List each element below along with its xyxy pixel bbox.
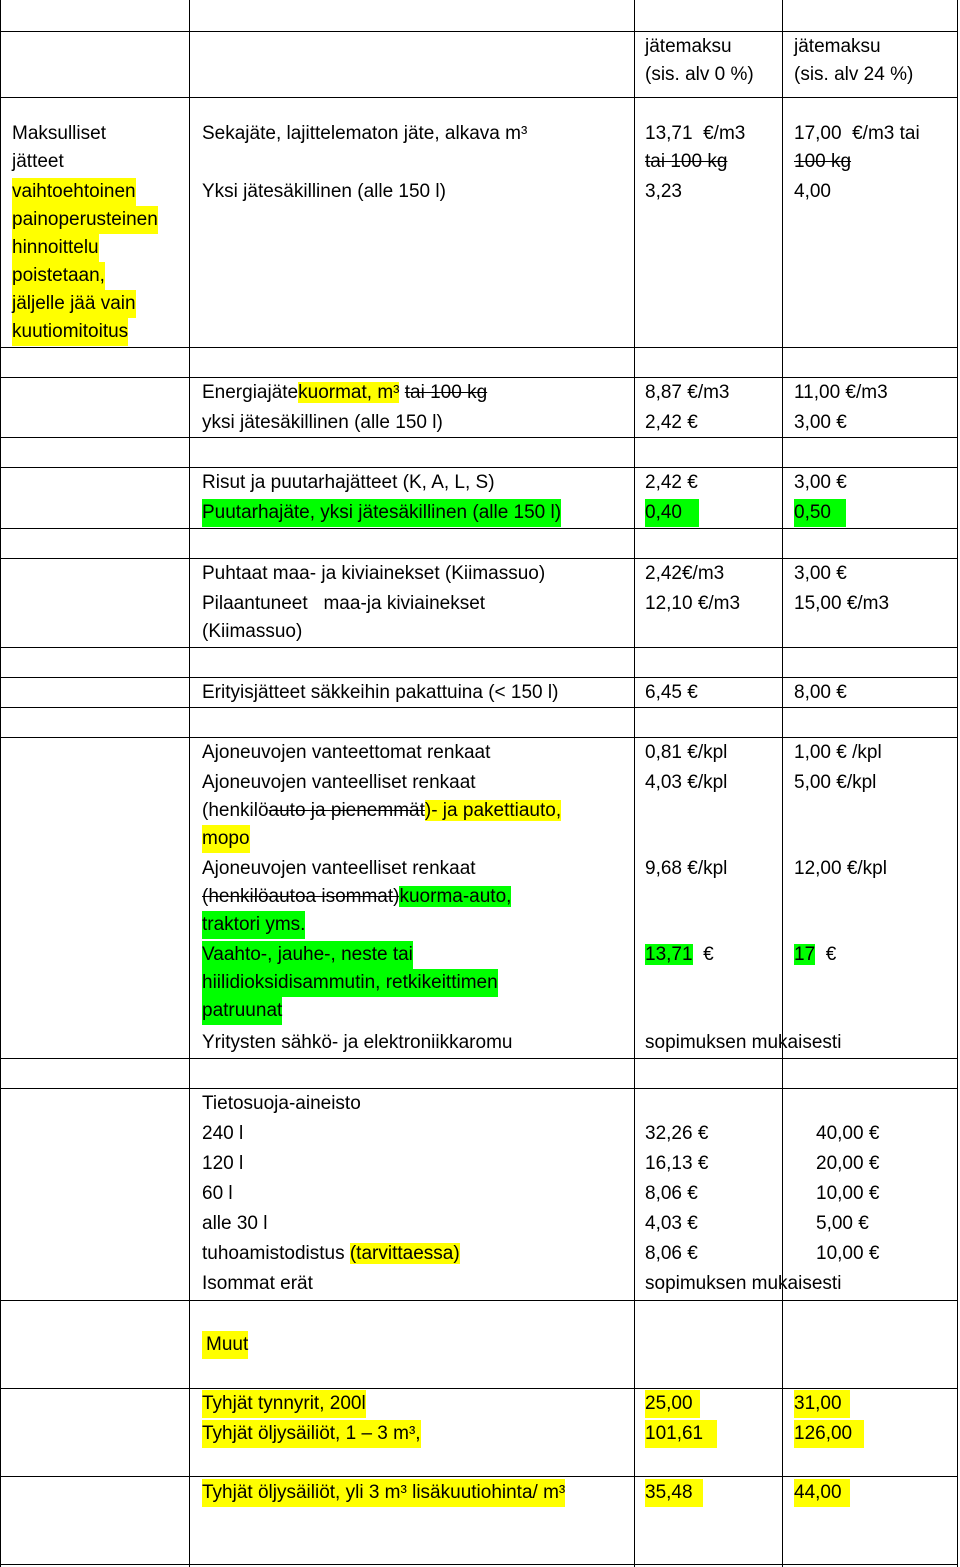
header-col-alv24-line1: jätemaksu: [794, 36, 881, 57]
price-alv0: 32,26 €: [645, 1123, 709, 1144]
row-label-cont: mopo: [202, 825, 250, 853]
change-note: jäljelle jää vain: [12, 290, 136, 318]
price-alv24: 10,00 €: [816, 1243, 880, 1264]
label-struck: (henkilöautoa isommat): [202, 886, 400, 907]
price-unit: €/m3 tai: [852, 123, 920, 144]
price-alv0: 16,13 €: [645, 1153, 709, 1174]
grid-line: [0, 1300, 958, 1301]
label-struck: tai 100 kg: [404, 382, 488, 403]
row-label: Erityisjätteet säkkeihin pakattuina (< 150 l): [202, 682, 559, 703]
row-label: Ajoneuvojen vanteelliset renkaat: [202, 772, 476, 793]
row-label: Puutarhajäte, yksi jätesäkillinen (alle 150 l): [202, 499, 561, 527]
row-label: Puhtaat maa- ja kiviainekset (Kiimassuo): [202, 563, 546, 584]
row-label: Ajoneuvojen vanteelliset renkaat: [202, 858, 476, 879]
price-unit: €: [825, 944, 837, 965]
row-label-cont: (Kiimassuo): [202, 621, 303, 642]
row-label: [202, 379, 487, 407]
row-label: yksi jätesäkillinen (alle 150 l): [202, 412, 443, 433]
row-label: Vaahto-, jauhe-, neste tai: [202, 941, 413, 969]
price-struck: 100 kg: [794, 151, 852, 172]
price-alv0: 8,06 €: [645, 1243, 698, 1264]
grid-line: [0, 1476, 958, 1477]
section-title: Tietosuoja-aineisto: [202, 1093, 361, 1114]
price-alv0: 6,45 €: [645, 682, 698, 703]
price-alv0: 8,06 €: [645, 1183, 698, 1204]
price-alv0: [645, 120, 745, 148]
label-highlight: )- ja pakettiauto,: [424, 800, 562, 821]
row-label: 120 l: [202, 1153, 244, 1174]
price-alv24: 11,00 €/m3: [794, 382, 888, 403]
price-alv0: 4,03 €/kpl: [645, 772, 728, 793]
price-alv0: 0,81 €/kpl: [645, 742, 728, 763]
grid-line: [0, 377, 958, 378]
row-label: Tyhjät tynnyrit, 200l: [202, 1390, 366, 1418]
row-label: Sekajäte, lajittelematon jäte, alkava m³: [202, 123, 528, 144]
change-note: vaihtoehtoinen: [12, 178, 136, 206]
change-note: painoperusteinen: [12, 206, 158, 234]
row-label: Pilaantuneet maa-ja kiviainekset: [202, 593, 486, 614]
header-col-alv0-line2: (sis. alv 0 %): [645, 64, 754, 85]
grid-line: [0, 0, 1, 1567]
price-alv0: 3,23: [645, 181, 682, 202]
grid-line: [0, 528, 958, 529]
price-alv0: [645, 941, 714, 969]
header-col-alv24-line2: (sis. alv 24 %): [794, 64, 914, 85]
row-label-cont: hiilidioksidisammutin, retkikeittimen: [202, 969, 498, 997]
grid-line: [0, 677, 958, 678]
price-value: 13,71: [645, 123, 693, 144]
price-alv24: 3,00 €: [794, 563, 847, 584]
price-alv0: 12,10 €/m3: [645, 593, 741, 614]
price-alv24: 20,00 €: [816, 1153, 880, 1174]
price-alv24: 0,50: [794, 499, 846, 527]
price-alv24: 5,00 €: [816, 1213, 869, 1234]
grid-line: [0, 97, 958, 98]
price-alv0: 9,68 €/kpl: [645, 858, 728, 879]
row-label: Risut ja puutarhajätteet (K, A, L, S): [202, 472, 495, 493]
grid-line: [189, 0, 190, 1567]
header-col-alv0-line1: jätemaksu: [645, 36, 732, 57]
row-label: Yritysten sähkö- ja elektroniikkaromu: [202, 1032, 513, 1053]
price-alv24: 40,00 €: [816, 1123, 880, 1144]
price-unit: €: [703, 944, 714, 965]
label-part: tuhoamistodistus: [202, 1243, 350, 1264]
row-label: alle 30 l: [202, 1213, 268, 1234]
price-alv24: 4,00: [794, 181, 831, 202]
grid-line: [0, 467, 958, 468]
price-alv24: 5,00 €/kpl: [794, 772, 877, 793]
change-note: kuutiomitoitus: [12, 318, 128, 346]
grid-line: [0, 437, 958, 438]
grid-line: [0, 1388, 958, 1389]
change-note: poistetaan,: [12, 262, 105, 290]
price-alv24: 15,00 €/m3: [794, 593, 890, 614]
row-label-cont: patruunat: [202, 997, 282, 1025]
price-alv24: 3,00 €: [794, 472, 847, 493]
grid-line: [0, 647, 958, 648]
row-label-cont: [202, 883, 511, 911]
grid-line: [957, 0, 958, 1567]
price-alv0: 4,03 €: [645, 1213, 698, 1234]
grid-line: [782, 0, 783, 1567]
price-value: 17: [794, 944, 816, 965]
price-alv0: 8,87 €/m3: [645, 382, 730, 403]
grid-line: [0, 1564, 958, 1565]
label-highlight: (tarvittaessa): [349, 1243, 460, 1264]
grid-line: [0, 31, 958, 32]
grid-line: [0, 1058, 958, 1059]
label-part: (henkilö: [202, 800, 269, 821]
change-note: hinnoittelu: [12, 234, 99, 262]
category-label: jätteet: [12, 151, 64, 172]
label-highlight: kuormat, m³: [298, 382, 400, 403]
price-alv24: 8,00 €: [794, 682, 847, 703]
row-label: [202, 1240, 460, 1268]
price-alv24: [794, 120, 920, 148]
grid-line: [634, 0, 635, 1567]
price-value: 17,00: [794, 123, 842, 144]
row-label: 60 l: [202, 1183, 233, 1204]
price-alv24: 44,00: [794, 1479, 850, 1507]
row-label: Tyhjät öljysäiliöt, 1 – 3 m³,: [202, 1420, 421, 1448]
price-alv0: 35,48: [645, 1479, 703, 1507]
price-alv0: 101,61: [645, 1420, 717, 1448]
price-alv0: 2,42 €: [645, 472, 698, 493]
price-alv0: 2,42 €: [645, 412, 698, 433]
price-alv24: [794, 941, 836, 969]
price-alv24: 3,00 €: [794, 412, 847, 433]
label-struck: auto ja pienemmät: [268, 800, 425, 821]
price-agreement: sopimuksen mukaisesti: [645, 1273, 842, 1294]
grid-line: [0, 347, 958, 348]
row-label: Isommat erät: [202, 1273, 313, 1294]
row-label-cont: [202, 797, 561, 825]
label-part: Energiajäte: [202, 382, 299, 403]
grid-line: [0, 707, 958, 708]
price-alv24: 126,00: [794, 1420, 864, 1448]
price-agreement: sopimuksen mukaisesti: [645, 1032, 842, 1053]
price-alv24: 12,00 €/kpl: [794, 858, 887, 879]
price-alv0: 25,00: [645, 1390, 700, 1418]
category-label: Maksulliset: [12, 123, 106, 144]
row-label-cont: traktori yms.: [202, 911, 305, 939]
row-label: 240 l: [202, 1123, 244, 1144]
price-alv0: 0,40: [645, 499, 699, 527]
section-title: Muut: [202, 1331, 248, 1359]
grid-line: [0, 558, 958, 559]
label-highlight: kuorma-auto,: [399, 886, 512, 907]
row-label: Tyhjät öljysäiliöt, yli 3 m³ lisäkuutiohinta/ m³: [202, 1479, 565, 1507]
price-value: 13,71: [645, 944, 693, 965]
grid-line: [0, 1088, 958, 1089]
grid-line: [0, 737, 958, 738]
price-unit: €/m3: [703, 123, 746, 144]
price-alv24: 31,00: [794, 1390, 850, 1418]
price-alv24: 1,00 € /kpl: [794, 742, 882, 763]
price-alv0: 2,42€/m3: [645, 563, 725, 584]
price-alv24: 10,00 €: [816, 1183, 880, 1204]
row-label: Yksi jätesäkillinen (alle 150 l): [202, 181, 446, 202]
row-label: Ajoneuvojen vanteettomat renkaat: [202, 742, 491, 763]
price-struck: tai 100 kg: [645, 151, 728, 172]
